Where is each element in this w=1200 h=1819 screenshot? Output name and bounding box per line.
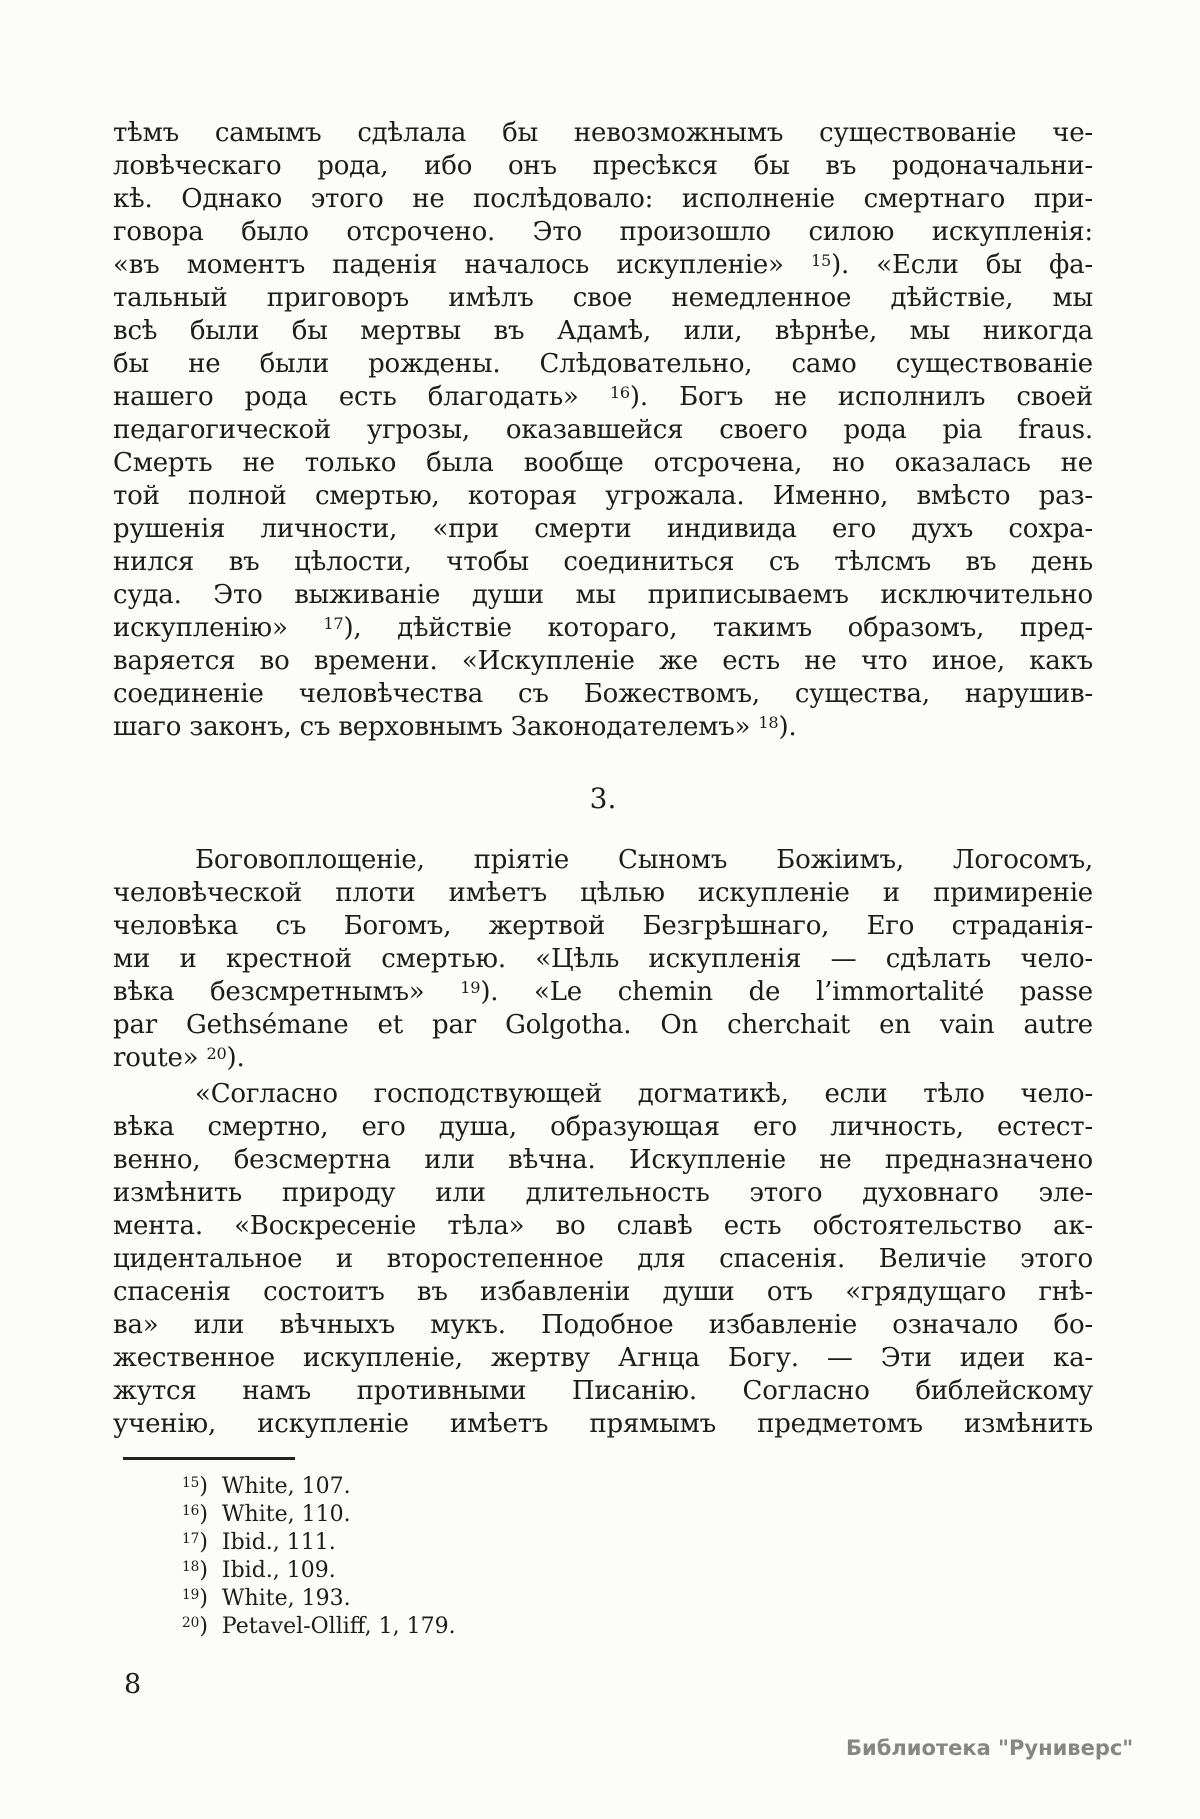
text-line: ловѣческаго рода, ибо онъ пресѣкся бы въ родоначальни- <box>113 151 1093 181</box>
text-line: кѣ. Однако этого не послѣдовало: исполненіе смертнаго при- <box>113 184 1093 214</box>
text-line: той полной смертью, которая угрожала. Именно, вмѣсто раз- <box>113 481 1093 511</box>
text-line: педагогической угрозы, оказавшейся своего рода pia fraus. <box>113 415 1093 445</box>
text-line: говора было отсрочено. Это произошло силою искупленія: <box>113 217 1093 247</box>
main-text-block <box>113 117 1093 1641</box>
text-line: рушенія личности, «при смерти индивида его духъ сохра- <box>113 514 1093 544</box>
library-watermark: Библиотека "Руниверс" <box>846 1736 1134 1760</box>
paragraph-2 <box>113 844 1093 1075</box>
text-line: ученію, искупленіе имѣетъ прямымъ предметомъ измѣнить <box>113 1409 1093 1439</box>
text-line: соединеніе человѣчества съ Божествомъ, существа, нарушив- <box>113 679 1093 709</box>
paragraph-3 <box>113 1078 1093 1441</box>
text-line: шаго законъ, съ верховнымъ Законодателемъ» $^{18}$). <box>113 712 797 742</box>
text-line: венно, безсмертна или вѣчна. Искупленіе не предназначено <box>113 1145 1093 1175</box>
text-line: человѣка съ Богомъ, жертвой Безгрѣшнаго, Его страданія- <box>113 911 1093 941</box>
text-line: человѣческой плоти имѣетъ цѣлью искупленіе и примиреніе <box>113 878 1093 908</box>
text-line: нашего рода есть благодать» $^{16}$). Богъ не исполнилъ своей <box>113 382 1093 412</box>
text-line: тальный приговоръ имѣлъ свое немедленное дѣйствіе, мы <box>113 283 1093 313</box>
footnote-line: $^{16}$) White, 110. <box>182 1502 351 1527</box>
footnote-line: $^{18}$) Ibid., 109. <box>182 1558 336 1583</box>
text-line: мента. «Воскресеніе тѣла» во славѣ есть обстоятельство ак- <box>113 1211 1093 1241</box>
footnote-line: $^{20}$) Petavel-Olliff, 1, 179. <box>182 1614 456 1639</box>
text-line: измѣнить природу или длительность этого духовнаго эле- <box>113 1178 1093 1208</box>
text-line: жутся намъ противными Писанію. Согласно библейскому <box>113 1376 1093 1406</box>
text-line: нился въ цѣлости, чтобы соединиться съ тѣлсмъ въ день <box>113 547 1093 577</box>
text-line: Смерть не только была вообще отсрочена, но оказалась не <box>113 448 1093 478</box>
text-line: тѣмъ самымъ сдѣлала бы невозможнымъ существованіе че- <box>113 118 1093 148</box>
text-line: «Согласно господствующей догматикѣ, если тѣло чело- <box>195 1079 1093 1109</box>
footnote-line: $^{19}$) White, 193. <box>182 1586 351 1611</box>
footnotes-block <box>113 1473 1093 1641</box>
text-line: цидентальное и второстепенное для спасенія. Величіе этого <box>113 1244 1093 1274</box>
text-line: всѣ были бы мертвы въ Адамѣ, или, вѣрнѣе, мы никогда <box>113 316 1093 346</box>
footnote-line: $^{15}$) White, 107. <box>182 1474 351 1499</box>
text-line: «въ моментъ паденія началось искупленіе» $^{15}$). «Если бы фа- <box>113 250 1093 280</box>
text-line: жественное искупленіе, жертву Агнца Богу. — Эти идеи ка- <box>113 1343 1093 1373</box>
text-line: par Gethsémane et par Golgotha. On cherchait en vain autre <box>113 1010 1093 1040</box>
text-line: спасенія состоитъ въ избавленіи души отъ «грядущаго гнѣ- <box>113 1277 1093 1307</box>
text-line: бы не были рождены. Слѣдовательно, само существованіе <box>113 349 1093 379</box>
footnote-separator <box>123 1457 295 1460</box>
text-line: Боговоплощеніе, пріятіе Сыномъ Божіимъ, Логосомъ, <box>195 845 1093 875</box>
text-line: искупленію» $^{17}$), дѣйствіе котораго, такимъ образомъ, пред- <box>113 613 1093 643</box>
section-heading: 3. <box>589 782 617 815</box>
text-line: вѣка безсмретнымъ» $^{19}$). «Le chemin de l’immortalité passe <box>113 977 1093 1007</box>
text-line: варяется во времени. «Искупленіе же есть не что иное, какъ <box>113 646 1093 676</box>
text-line: ва» или вѣчныхъ мукъ. Подобное избавленіе означало бо- <box>113 1310 1093 1340</box>
page-number: 8 <box>124 1669 142 1700</box>
text-line: ми и крестной смертью. «Цѣль искупленія — сдѣлать чело- <box>113 944 1093 974</box>
paragraph-1 <box>113 117 1093 744</box>
text-line: суда. Это выживаніе души мы приписываемъ исключительно <box>113 580 1093 610</box>
footnote-line: $^{17}$) Ibid., 111. <box>182 1530 336 1555</box>
text-line: route» $^{20}$). <box>113 1043 245 1073</box>
text-line: вѣка смертно, его душа, образующая его личность, естест- <box>113 1112 1093 1142</box>
